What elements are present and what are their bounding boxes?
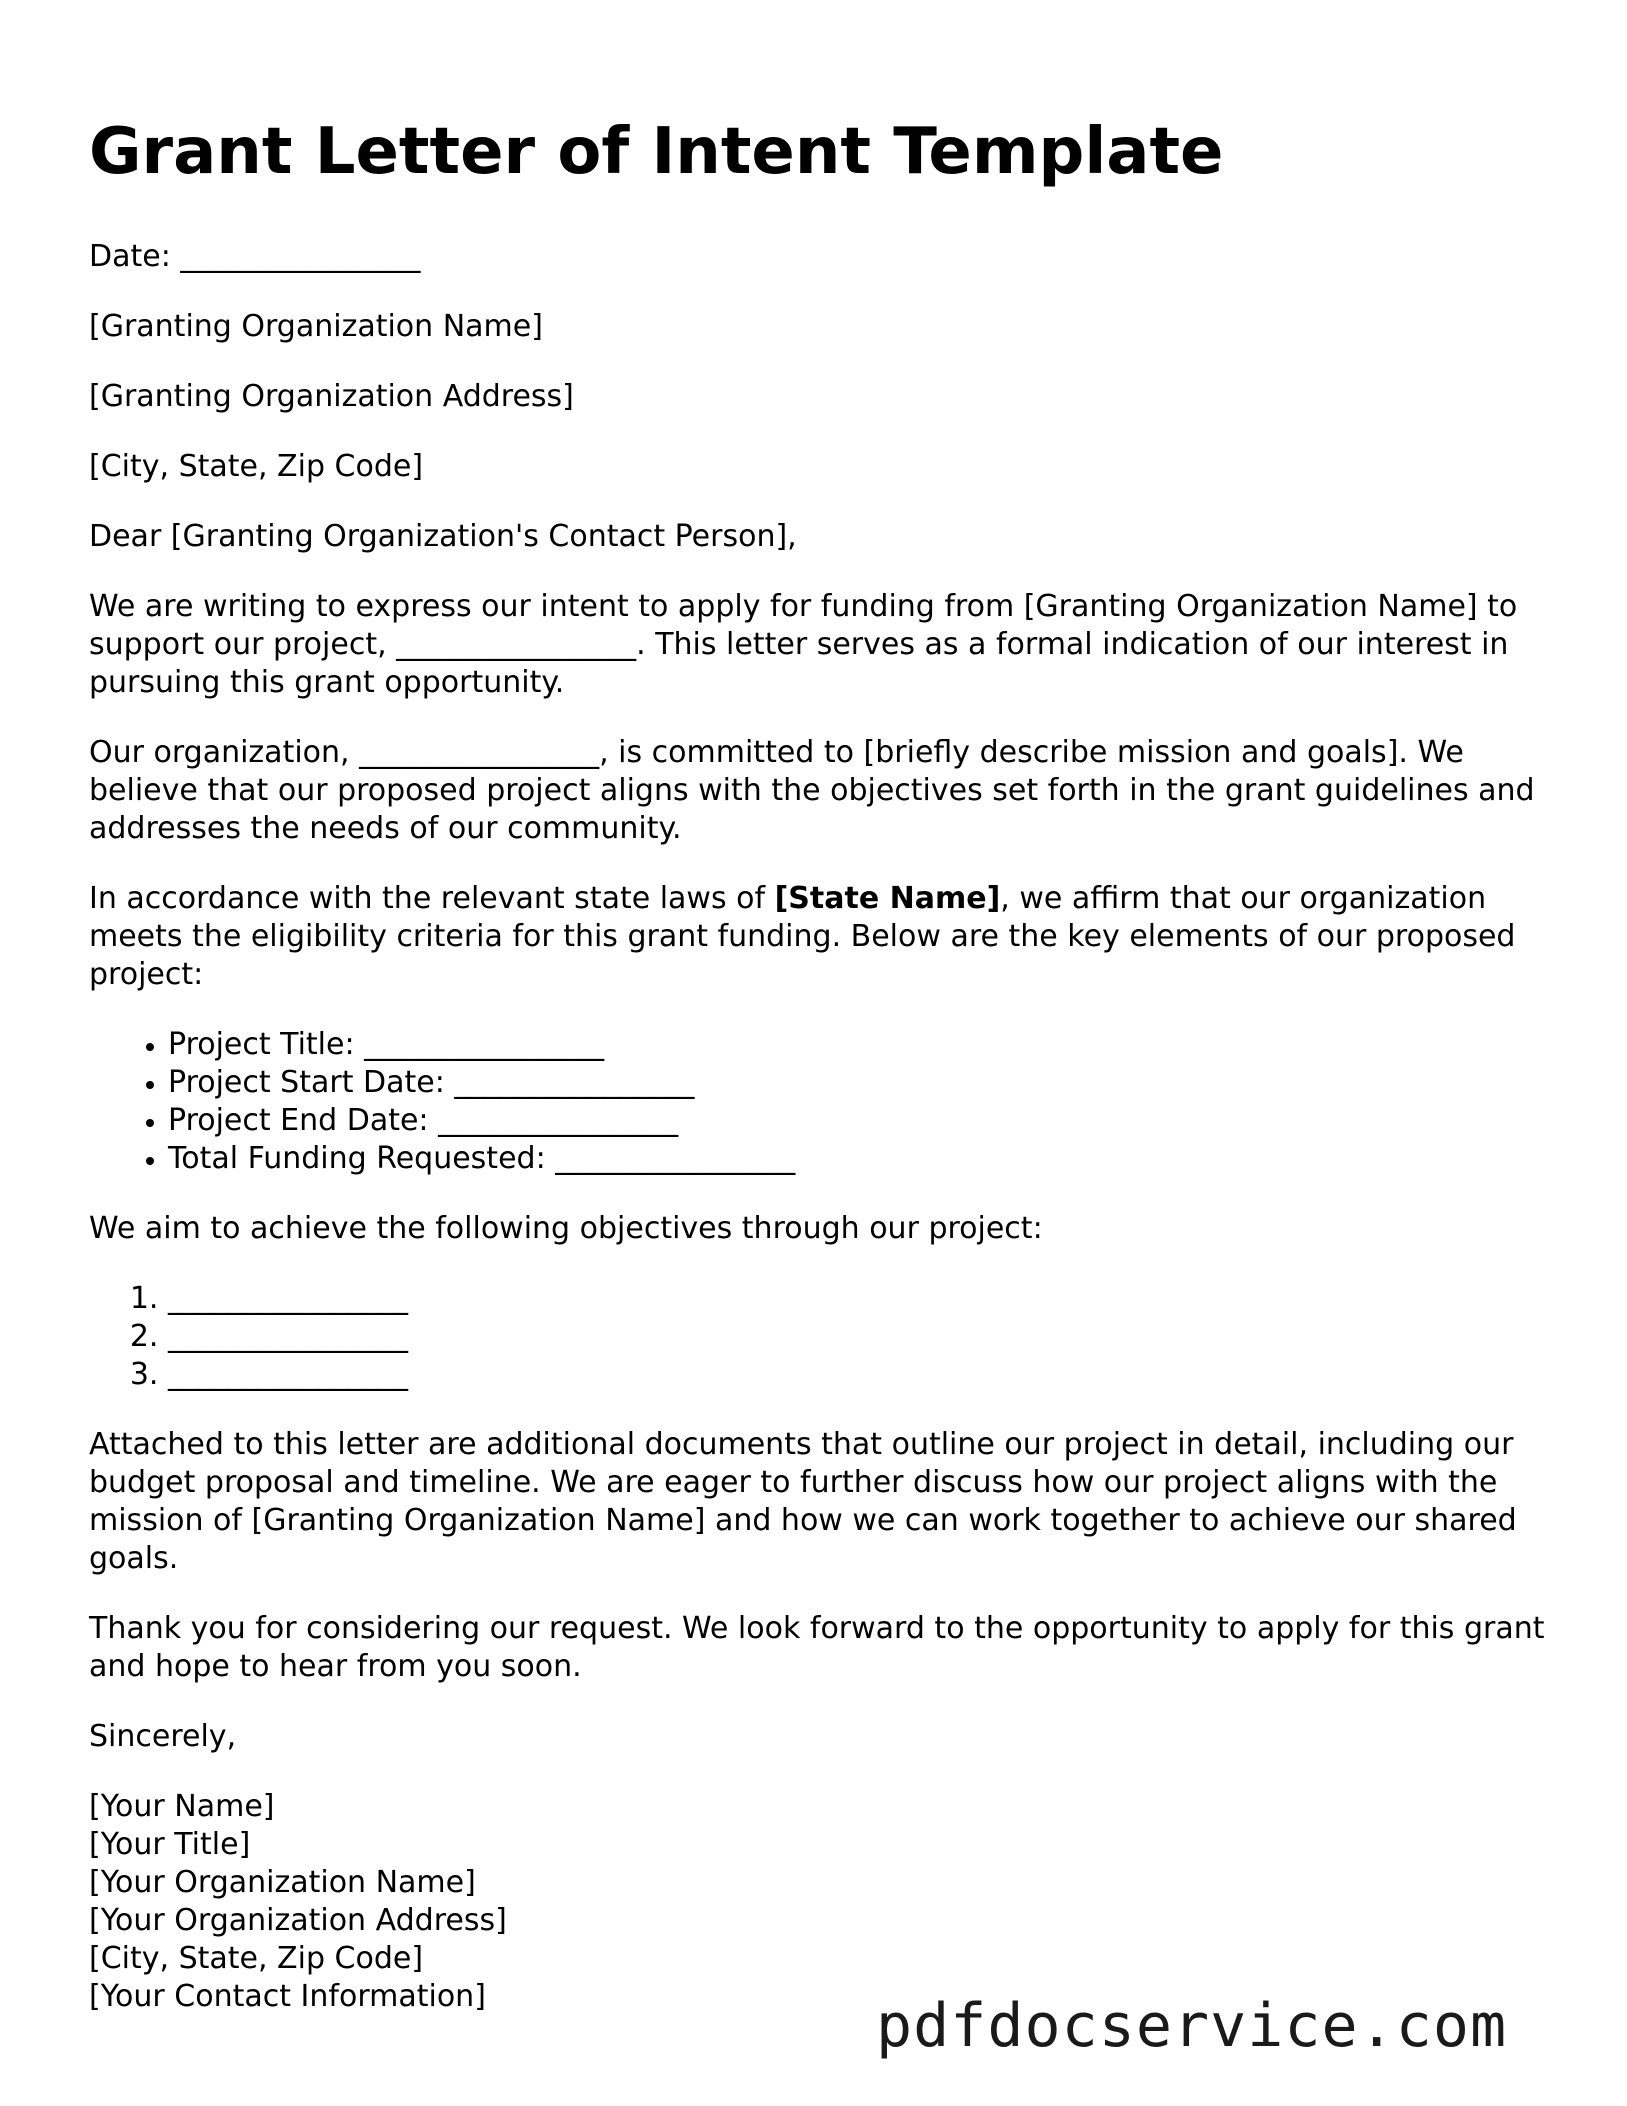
paragraph-mission: Our organization, ________________, is committed to [briefly describe mission and goals]. We believe that our proposed project aligns with the objectives set forth in the grant guidelines and addresses the needs of our community. (89, 735, 1535, 846)
page-title: Grant Letter of Intent Template (89, 115, 1224, 189)
paragraph-attachments: Attached to this letter are additional documents that outline our project in detail, including our budget proposal and timeline. We are eager to further discuss how our project aligns with the mission of [Granting Organization Name] and how we can work together to achieve our shared goals. (89, 1427, 1517, 1576)
paragraph-thanks: Thank you for considering our request. We look forward to the opportunity to apply for this grant and hope to hear from you soon. (89, 1611, 1545, 1684)
salutation: Dear [Granting Organization's Contact Person], (89, 519, 797, 554)
list-item-project-end-date: • Project End Date: ________________ (168, 1102, 1549, 1140)
signature-city-state-zip: [City, State, Zip Code] (89, 1941, 424, 1976)
signature-block (89, 1788, 1549, 2016)
signature-contact: [Your Contact Information] (89, 1979, 486, 2014)
eligibility-text-after: , we affirm that our organization meets the eligibility criteria for this grant funding. Below are the key elements of our proposed project: (89, 881, 1516, 992)
recipient-city-state-zip: [City, State, Zip Code] (89, 449, 424, 484)
objective-item: 3. ________________ (168, 1356, 1549, 1394)
signature-org-name: [Your Organization Name] (89, 1865, 476, 1900)
letter-page (89, 108, 1549, 2016)
objective-item: 2. ________________ (168, 1318, 1549, 1356)
date-line: Date: ________________ (89, 239, 421, 274)
project-elements-list (89, 1026, 1549, 1178)
signature-name: [Your Name] (89, 1789, 275, 1824)
watermark: pdfdocservice.com (876, 1991, 1508, 2061)
signature-org-address: [Your Organization Address] (89, 1903, 507, 1938)
recipient-org-address: [Granting Organization Address] (89, 379, 574, 414)
list-item-project-title: • Project Title: ________________ (168, 1026, 1549, 1064)
list-item-project-start-date: • Project Start Date: ________________ (168, 1064, 1549, 1102)
paragraph-eligibility (89, 880, 1549, 994)
objective-item: 1. ________________ (168, 1280, 1549, 1318)
recipient-org-name: [Granting Organization Name] (89, 309, 543, 344)
closing: Sincerely, (89, 1719, 237, 1754)
paragraph-intent: We are writing to express our intent to apply for funding from [Granting Organization Name] to support our project, ________________. This letter serves as a formal indication of our interest in pursuing this grant opportunity. (89, 589, 1518, 700)
list-item-total-funding: • Total Funding Requested: ________________ (168, 1140, 1549, 1178)
objectives-intro: We aim to achieve the following objectives through our project: (89, 1211, 1043, 1246)
eligibility-text-before: In accordance with the relevant state laws of (89, 881, 775, 916)
state-name-placeholder: [State Name] (774, 881, 1001, 916)
signature-title: [Your Title] (89, 1827, 251, 1862)
objectives-list (89, 1280, 1549, 1394)
